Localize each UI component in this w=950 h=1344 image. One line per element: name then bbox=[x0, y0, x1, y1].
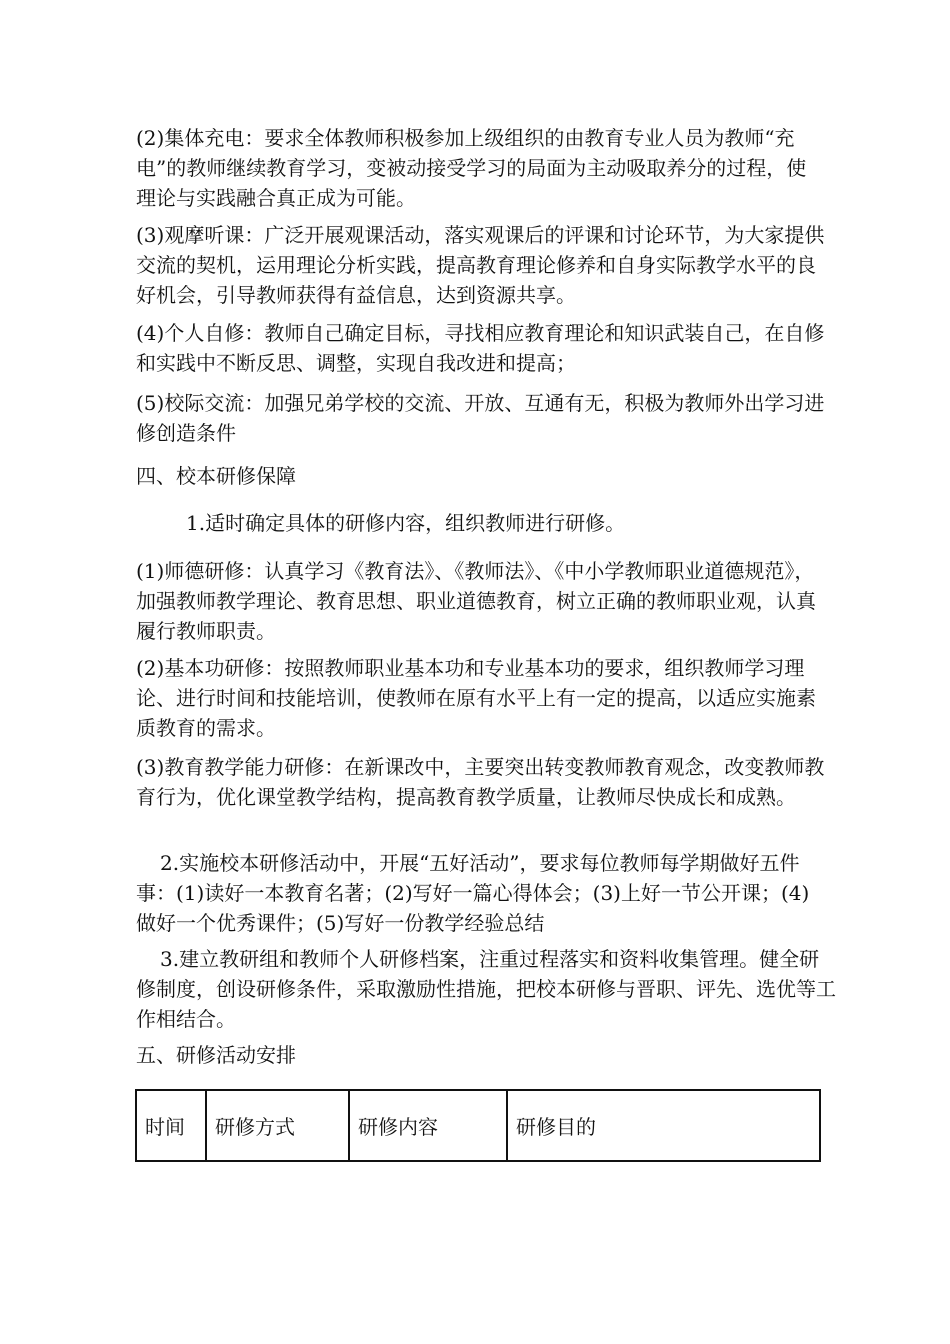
paragraph-observation: (3)观摩听课：广泛开展观课活动，落实观课后的评课和讨论环节，为大家提供交流的契机，运用理论分析实践，提高教育理论修养和自身实际教学水平的良好机会，引导教师获得有益信息，达到资源共享。 bbox=[136, 223, 825, 307]
paragraph-basic-skills: (2)基本功研修：按照教师职业基本功和专业基本功的要求，组织教师学习理论、进行时间和技能培训，使教师在原有水平上有一定的提高，以适应实施素质教育的需求。 bbox=[136, 656, 816, 740]
header-cell-time: 时间 bbox=[136, 1090, 206, 1161]
paragraph-collective-charging: (2)集体充电：要求全体教师积极参加上级组织的由教育专业人员为教师“充电”的教师继续教育学习，变被动接受学习的局面为主动吸取养分的过程，使理论与实践融合真正成为可能。 bbox=[136, 126, 807, 210]
section-heading-schedule: 五、研修活动安排 bbox=[136, 1043, 296, 1067]
schedule-table bbox=[135, 1089, 821, 1162]
paragraph-content-determination: 1.适时确定具体的研修内容，组织教师进行研修。 bbox=[186, 511, 626, 535]
table-header-row bbox=[136, 1090, 820, 1161]
paragraph-archives: 3.建立教研组和教师个人研修档案，注重过程落实和资料收集管理。健全研修制度，创设研修条件，采取激励性措施，把校本研修与晋职、评先、选优等工作相结合。 bbox=[136, 947, 836, 1031]
header-cell-method: 研修方式 bbox=[206, 1090, 349, 1161]
section-heading-guarantee: 四、校本研修保障 bbox=[136, 464, 296, 488]
paragraph-five-good-activities: 2.实施校本研修活动中，开展“五好活动”，要求每位教师每学期做好五件事：(1)读好一本教育名著；(2)写好一篇心得体会；(3)上好一节公开课；(4)做好一个优秀课件；(5)写好一份教学经验总结 bbox=[136, 851, 810, 935]
header-cell-content: 研修内容 bbox=[349, 1090, 507, 1161]
paragraph-school-exchange: (5)校际交流：加强兄弟学校的交流、开放、互通有无，积极为教师外出学习进修创造条件 bbox=[136, 391, 825, 445]
header-cell-purpose: 研修目的 bbox=[507, 1090, 820, 1161]
paragraph-teaching-ability: (3)教育教学能力研修：在新课改中，主要突出转变教师教育观念，改变教师教育行为，优化课堂教学结构，提高教育教学质量，让教师尽快成长和成熟。 bbox=[136, 755, 825, 809]
paragraph-ethics-study: (1)师德研修：认真学习《教育法》、《教师法》、《中小学教师职业道德规范》，加强教师教学理论、教育思想、职业道德教育，树立正确的教师职业观，认真履行教师职责。 bbox=[136, 559, 816, 643]
paragraph-self-study: (4)个人自修：教师自己确定目标，寻找相应教育理论和知识武装自己，在自修和实践中不断反思、调整，实现自我改进和提高； bbox=[136, 321, 825, 375]
